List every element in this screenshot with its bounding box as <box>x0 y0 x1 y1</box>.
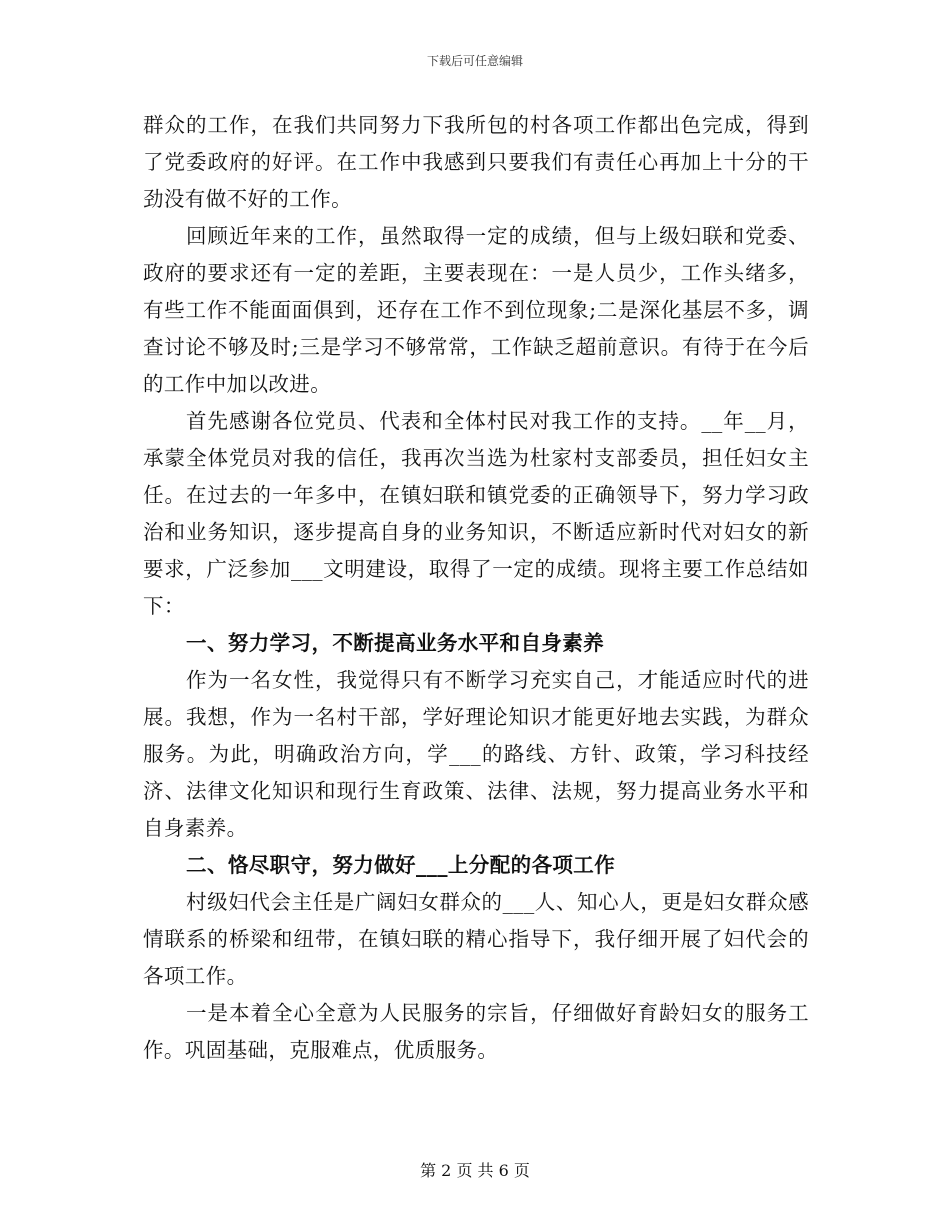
section-heading-2: 二、恪尽职守，努力做好___上分配的各项工作 <box>186 853 616 877</box>
paragraph-review: 回顾近年来的工作，虽然取得一定的成绩，但与上级妇联和党委、政府的要求还有一定的差距，主要表现在：一是人员少，工作头绪多，有些工作不能面面俱到，还存在工作不到位现象;二是深化基层不多，调查讨论不够及时;三是学习不够常常，工作缺乏超前意识。有待于在今后的工作中加以改进。 <box>143 224 809 396</box>
page-header: 下载后可任意编辑 <box>426 54 523 68</box>
page-number: 第 2 页 共 6 页 <box>420 1161 530 1180</box>
paragraph-duty: 村级妇代会主任是广阔妇女群众的___人、知心人，更是妇女群众感情联系的桥梁和纽带，在镇妇联的精心指导下，我仔细开展了妇代会的各项工作。 <box>143 890 809 988</box>
paragraph-study: 作为一名女性，我觉得只有不断学习充实自己，才能适应时代的进展。我想，作为一名村干部，学好理论知识才能更好地去实践，为群众服务。为此，明确政治方向，学___的路线、方针、政策，学习科技经济、法律文化知识和现行生育政策、法律、法规，努力提高业务水平和自身素养。 <box>143 668 809 840</box>
section-heading-1: 一、努力学习，不断提高业务水平和自身素养 <box>186 631 605 655</box>
paragraph-service: 一是本着全心全意为人民服务的宗旨，仔细做好育龄妇女的服务工作。巩固基础，克服难点，优质服务。 <box>143 1001 809 1062</box>
paragraph-intro: 首先感谢各位党员、代表和全体村民对我工作的支持。__年__月，承蒙全体党员对我的信任，我再次当选为杜家村支部委员，担任妇女主任。在过去的一年多中，在镇妇联和镇党委的正确领导下，努力学习政治和业务知识，逐步提高自身的业务知识，不断适应新时代对妇女的新要求，广泛参加___文明建设，取得了一定的成绩。现将主要工作总结如下： <box>143 409 809 618</box>
paragraph-continued: 群众的工作，在我们共同努力下我所包的村各项工作都出色完成，得到了党委政府的好评。在工作中我感到只要我们有责任心再加上十分的干劲没有做不好的工作。 <box>143 113 809 211</box>
document-body <box>143 107 809 1069</box>
